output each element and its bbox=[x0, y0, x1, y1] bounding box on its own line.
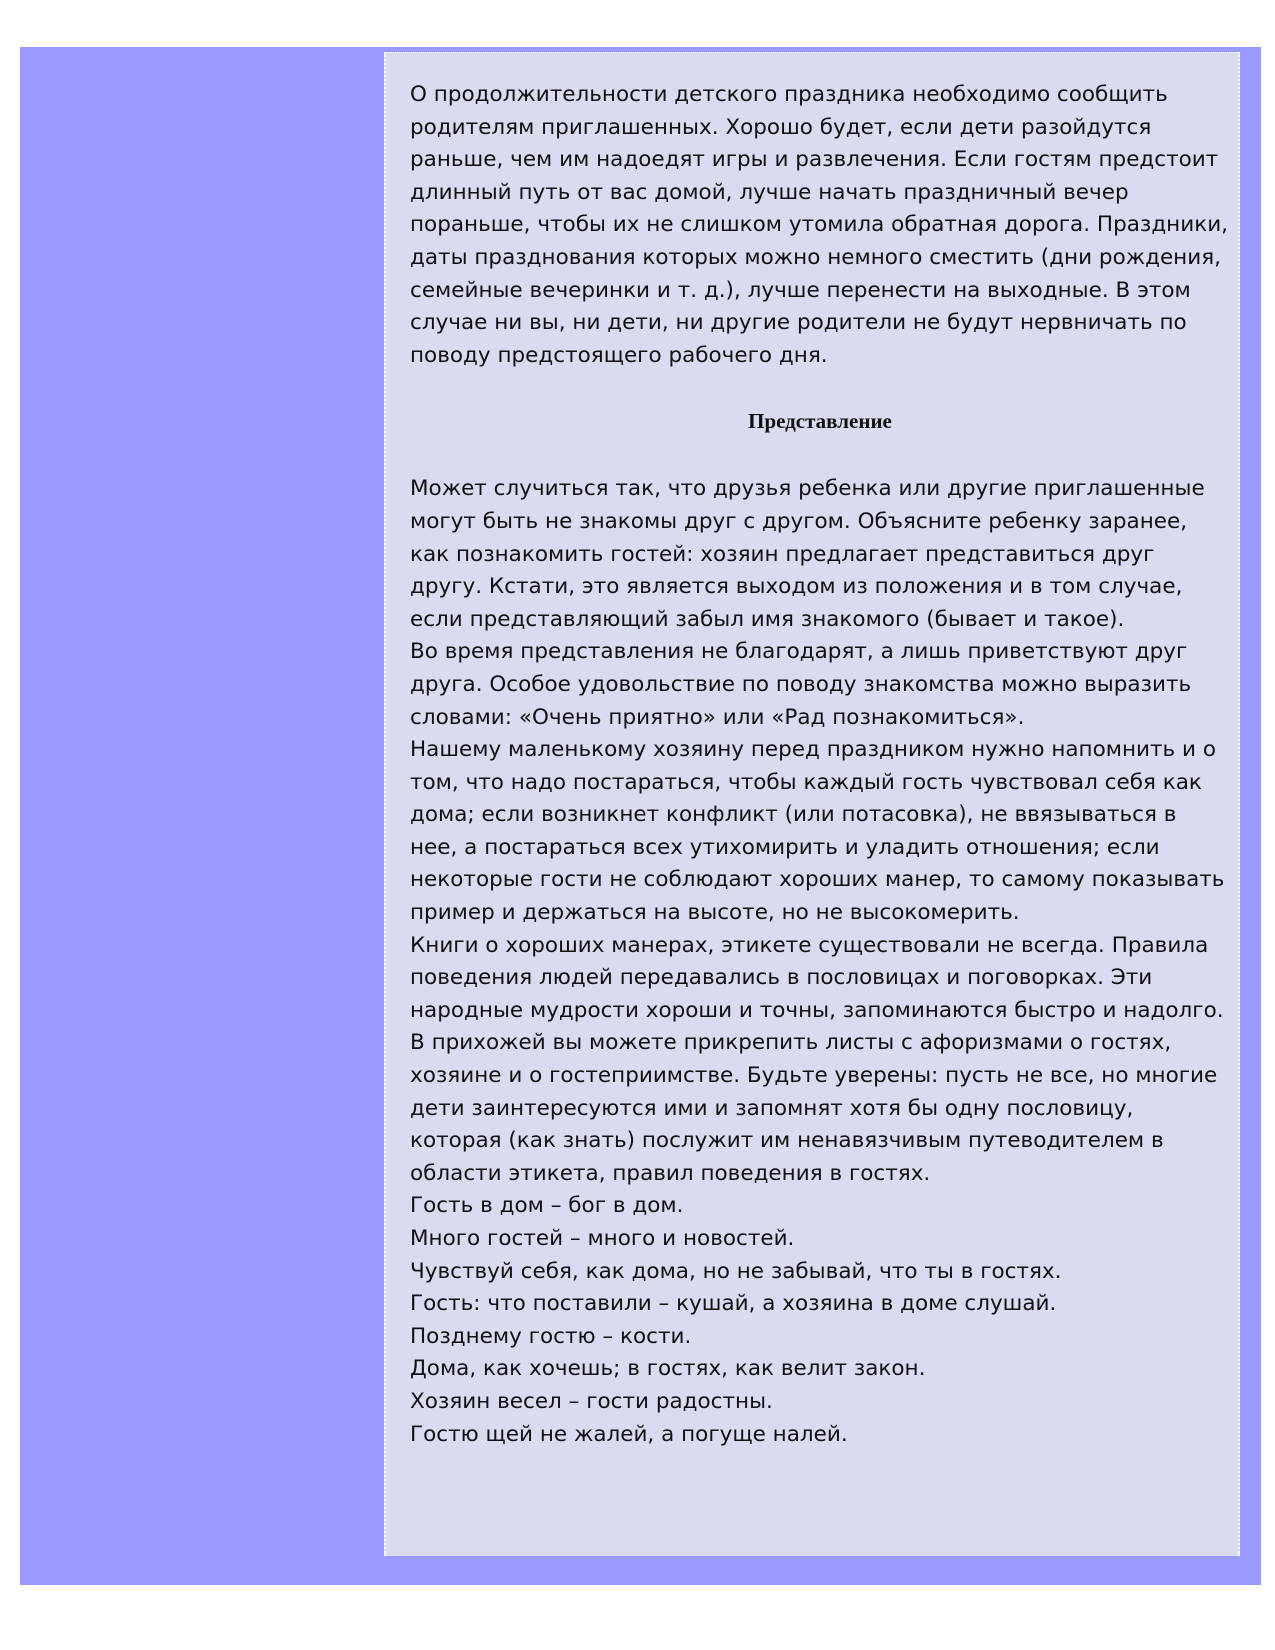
proverb: Гостю щей не жалей, а погуще налей. bbox=[410, 1421, 848, 1447]
paragraph: В прихожей вы можете прикрепить листы с афоризмами о гостях, хозяине и о гостеприимстве. Будьте уверены: пусть не все, но многие дети заинтересуются ими и запомнят хотя бы одну пословицу, которая (как знать) послужит им ненавязчивым путеводителем в области этикета, правил поведения в гостях. bbox=[410, 1030, 1218, 1186]
paragraph: Во время представления не благодарят, а лишь приветствуют друг друга. Особое удовольствие по поводу знакомства можно выразить словами: «Очень приятно» или «Рад познакомиться». bbox=[410, 639, 1192, 730]
proverb: Позднему гостю – кости. bbox=[410, 1323, 692, 1349]
intro-paragraph: О продолжительности детского праздника необходимо сообщить родителям приглашенных. Хорошо будет, если дети разойдутся раньше, чем им надоедят игры и развлечения. Если гостям предстоит длинный путь от вас домой, лучше начать праздничный вечер пораньше, чтобы их не слишком утомила обратная дорога. Праздники, даты празднования которых можно немного сместить (дни рождения, семейные вечеринки и т. д.), лучше перенести на выходные. В этом случае ни вы, ни дети, ни другие родители не будут нервничать по поводу предстоящего рабочего дня. bbox=[410, 82, 1229, 368]
proverb: Чувствуй себя, как дома, но не забывай, что ты в гостях. bbox=[410, 1258, 1062, 1284]
proverb: Много гостей – много и новостей. bbox=[410, 1226, 795, 1251]
proverb: Дома, как хочешь; в гостях, как велит закон. bbox=[410, 1356, 926, 1382]
paragraph: Нашему маленькому хозяину перед праздником нужно напомнить и о том, что надо постараться, чтобы каждый гость чувствовал себя как дома; если возникнет конфликт (или потасовка), не ввязываться в нее, а постараться всех утихомирить и уладить отношения; если некоторые гости не соблюдают хороших манер, то самому показывать пример и держаться на высоте, но не высокомерить. bbox=[410, 737, 1225, 926]
proverb: Хозяин весел – гости радостны. bbox=[410, 1388, 773, 1414]
document-text bbox=[410, 79, 1230, 1451]
section-heading: Представление bbox=[748, 409, 892, 434]
proverb: Гость: что поставили – кушай, а хозяина в доме слушай. bbox=[410, 1291, 1057, 1317]
content-panel bbox=[384, 52, 1240, 1556]
paragraph: Может случиться так, что друзья ребенка или другие приглашенные могут быть не знакомы друг с другом. Объясните ребенку заранее, как познакомить гостей: хозяин предлагает представиться друг другу. Кстати, это является выходом из положения и в том случае, если представляющий забыл имя знакомого (бывает и такое). bbox=[410, 476, 1205, 632]
paragraph: Книги о хороших манерах, этикете существовали не всегда. Правила поведения людей передавались в пословицах и поговорках. Эти народные мудрости хороши и точны, запоминаются быстро и надолго. bbox=[410, 932, 1224, 1023]
proverb: Гость в дом – бог в дом. bbox=[410, 1193, 684, 1219]
